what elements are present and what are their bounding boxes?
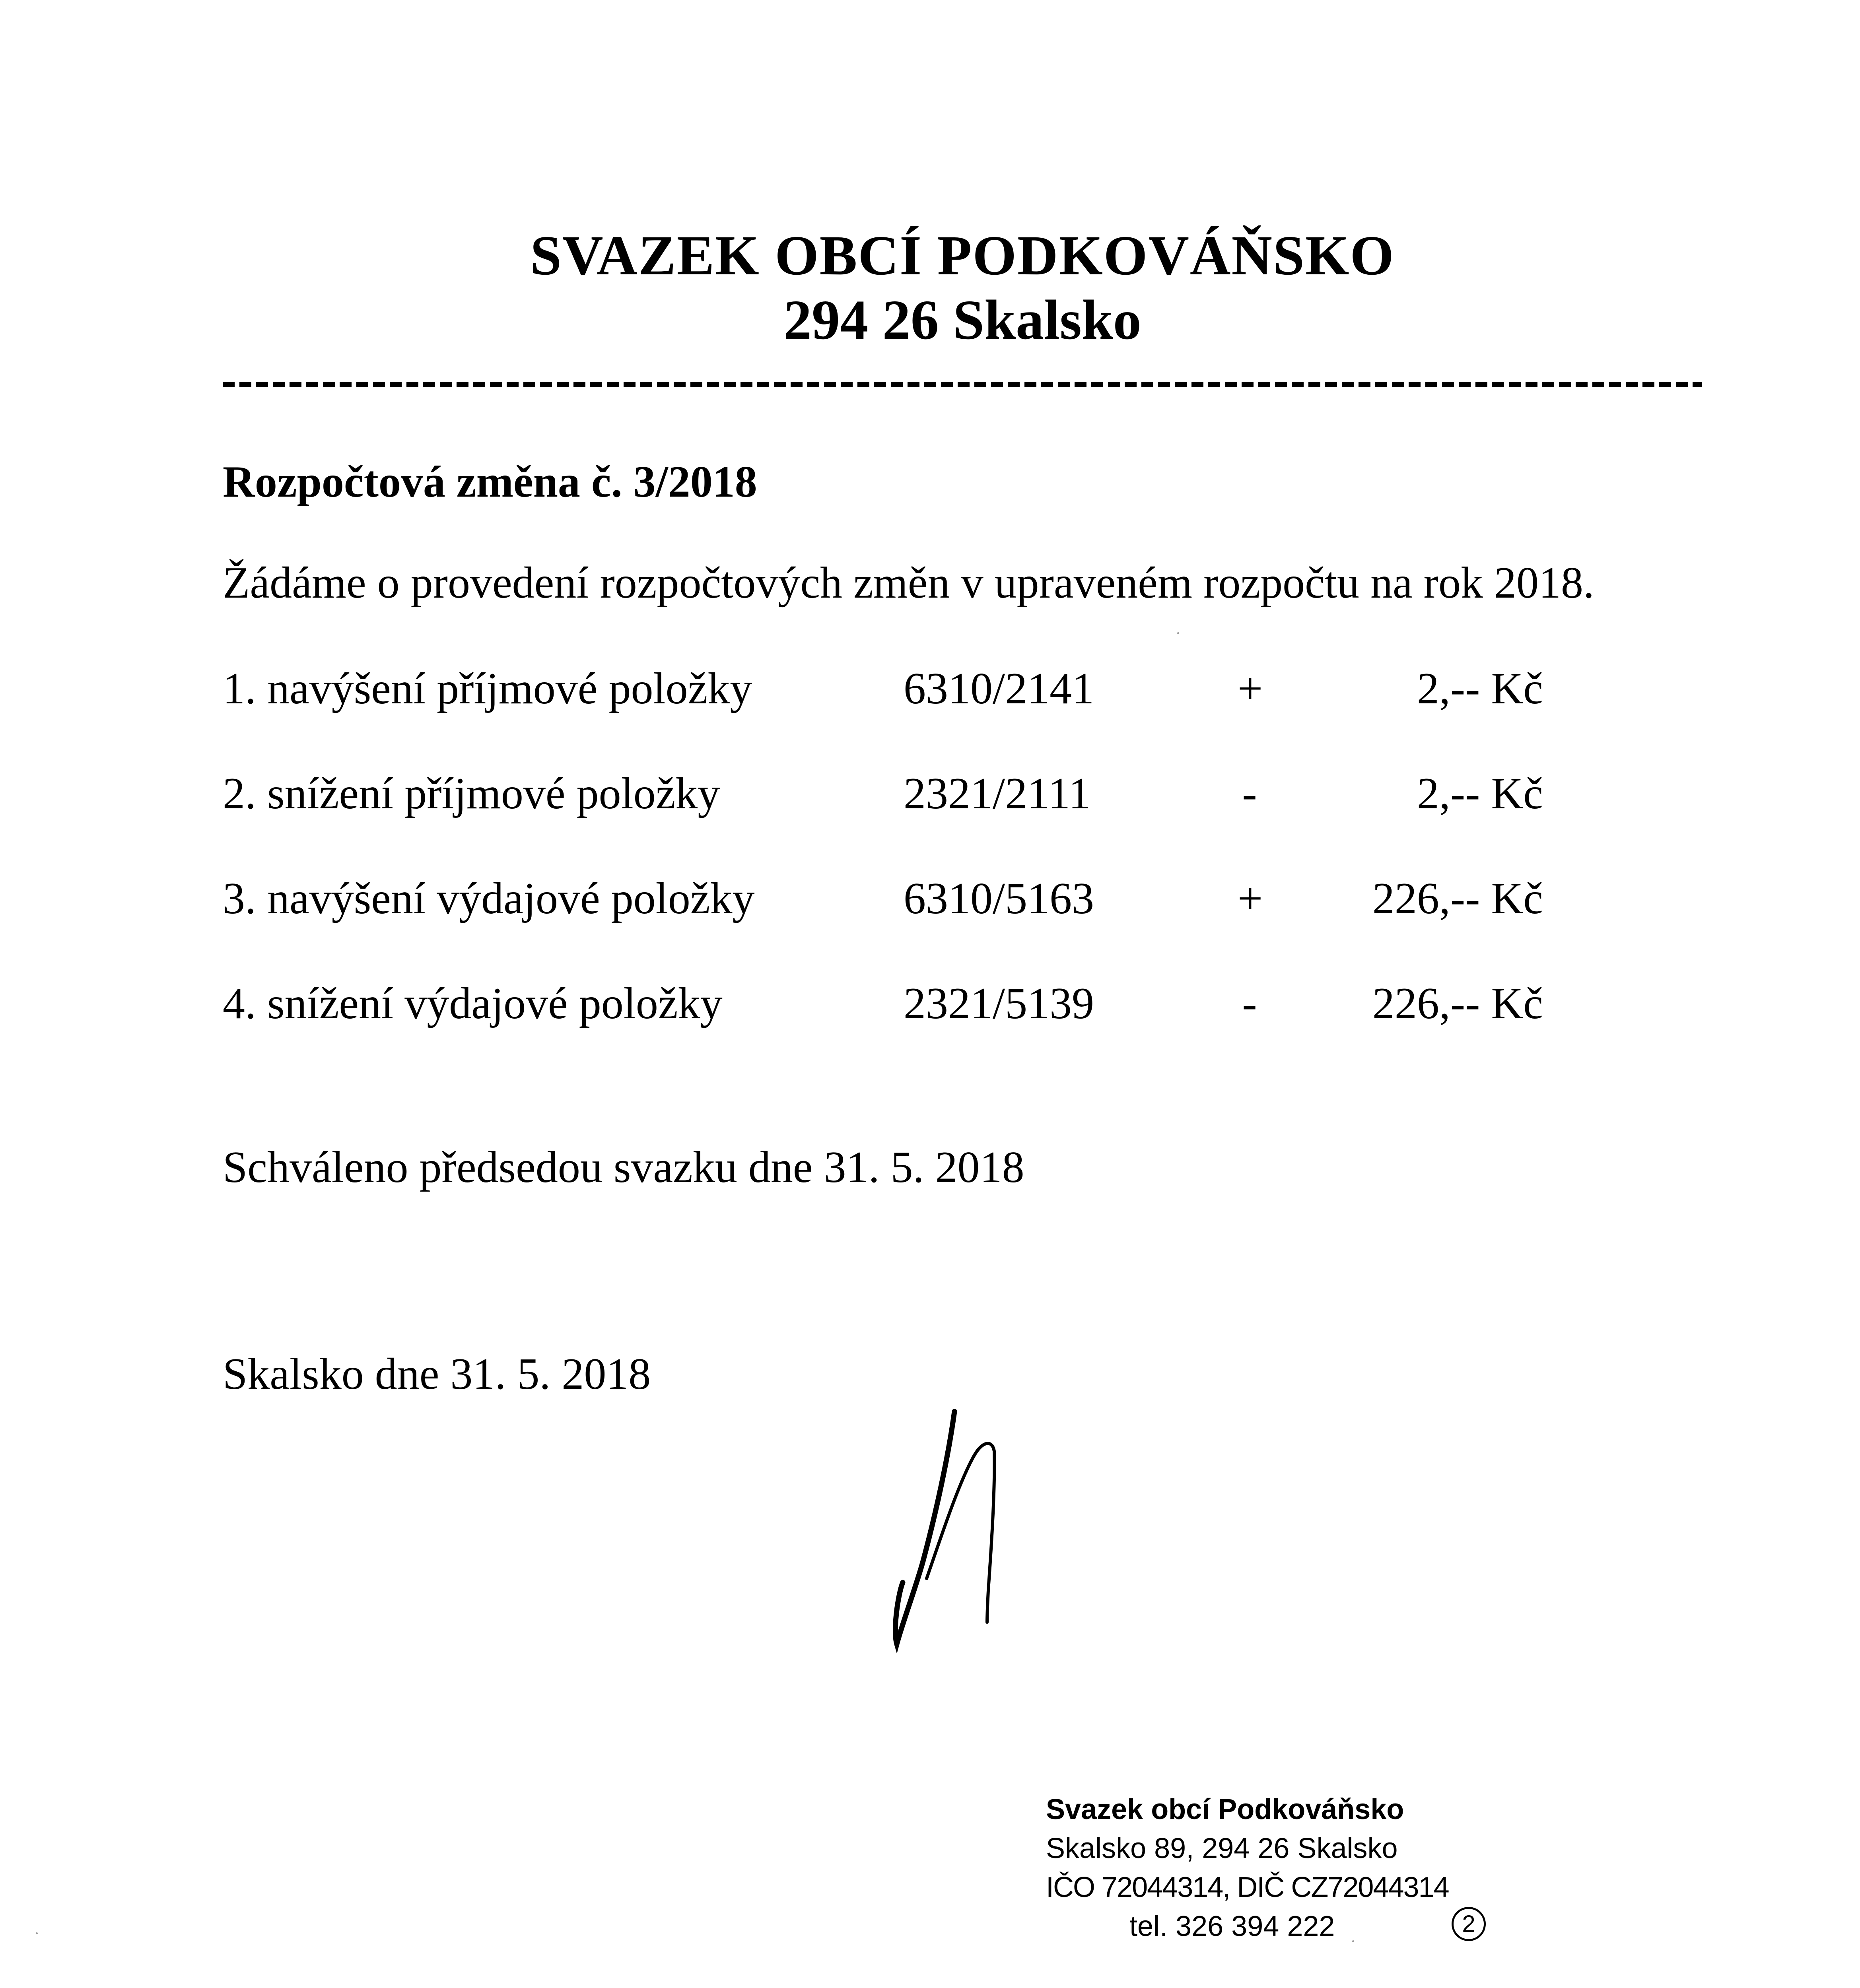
stamp-number: 2: [1452, 1907, 1486, 1941]
signature-stroke: [927, 1443, 994, 1622]
scan-speck: [36, 1932, 38, 1934]
stamp-name: Svazek obcí Podkováňsko: [1046, 1794, 1404, 1825]
approval-statement: Schváleno předsedou svazku dne 31. 5. 2018: [223, 1143, 1024, 1192]
item-label: 4. snížení výdajové položky: [223, 979, 723, 1028]
stamp-phone: tel. 326 394 222: [1129, 1910, 1335, 1942]
item-sign: -: [1242, 769, 1257, 818]
scan-speck: [1177, 632, 1179, 634]
budget-item-row: [223, 663, 1575, 719]
item-code: 6310/2141: [904, 664, 1094, 713]
scan-speck: [1352, 1940, 1354, 1942]
item-code: 2321/5139: [904, 979, 1094, 1028]
organization-title: SVAZEK OBCÍ PODKOVÁŇSKO: [530, 224, 1395, 287]
item-amount: 226,-- Kč: [1372, 979, 1543, 1028]
organization-stamp: [1018, 1789, 1535, 1948]
stamp-ids: IČO 72044314, DIČ CZ72044314: [1046, 1872, 1449, 1903]
item-sign: -: [1242, 979, 1257, 1028]
item-amount: 226,-- Kč: [1372, 874, 1543, 923]
request-text: Žádáme o provedení rozpočtových změn v upraveném rozpočtu na rok 2018.: [223, 558, 1594, 608]
budget-item-row: [223, 873, 1575, 929]
stamp-address: Skalsko 89, 294 26 Skalsko: [1046, 1833, 1398, 1864]
item-label: 1. navýšení příjmové položky: [223, 664, 752, 713]
handwritten-signature: [855, 1408, 1022, 1654]
budget-item-row: [223, 978, 1575, 1034]
document-heading: Rozpočtová změna č. 3/2018: [223, 457, 757, 507]
item-sign: +: [1238, 874, 1263, 923]
budget-item-row: [223, 768, 1575, 824]
dashed-separator: [223, 382, 1702, 387]
item-amount: 2,-- Kč: [1417, 769, 1543, 818]
item-label: 2. snížení příjmové položky: [223, 769, 720, 818]
organization-address: 294 26 Skalsko: [783, 288, 1141, 351]
item-code: 6310/5163: [904, 874, 1094, 923]
item-code: 2321/2111: [904, 769, 1091, 818]
item-label: 3. navýšení výdajové položky: [223, 874, 755, 923]
place-and-date: Skalsko dne 31. 5. 2018: [223, 1349, 651, 1399]
item-amount: 2,-- Kč: [1417, 664, 1543, 713]
item-sign: +: [1238, 664, 1263, 713]
